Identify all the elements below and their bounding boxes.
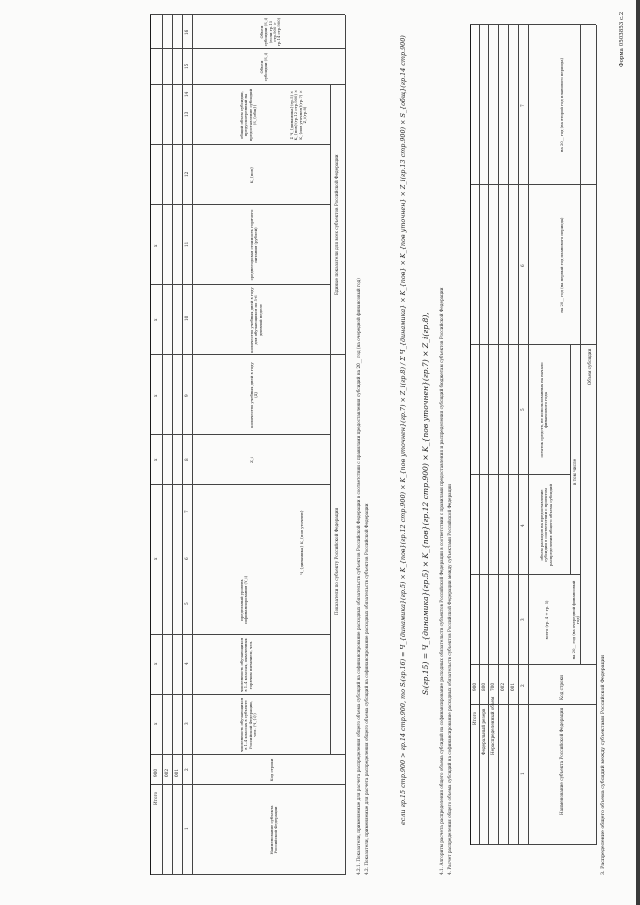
t1-header-incl: в том числе — [572, 458, 577, 485]
t1-header-year2: на 20__ год (на первый год планового периода) — [559, 217, 564, 313]
t2-header-region: Наименование субъекта Российской Федерации — [269, 805, 279, 855]
t1-header-volume: Объем субсидии — [587, 348, 592, 385]
section-42-title: 4.2. Показатели, применяемые для расчета распределения общего объема субсидий на софинансирование расходных обязательств субъектов Российской Федерации — [364, 503, 369, 875]
t2-col-7: K_{пов уточнен} — [299, 509, 304, 545]
t2-col-10: количество учебных дней в году для обучающихся по 5-6 дневной неделе — [249, 287, 263, 353]
t2-total-label: Итого — [153, 791, 158, 805]
t2-header-params-region: Показатели по субъекту Российской Федерации — [334, 507, 339, 615]
t1-col-num-1: 1 — [520, 772, 525, 775]
t1-row-code-900: 900 — [472, 683, 477, 691]
t1-row-code-800: 800 — [481, 683, 486, 691]
t1-row-label-reserve: Федеральный резерв — [481, 708, 486, 755]
section-41-title: 4.1. Алгоритм расчета распределения общего объема субсидий на софинансирование расходных обязательств субъектов Российской Федерации в соответствии с правилами предоставления и распределения субсидий бюджетам субъектов Российской Федерации — [439, 287, 444, 875]
t2-row-code-900: 900 — [153, 769, 158, 777]
t2-x-mark: x — [153, 722, 158, 725]
t1-header-year: на 20__ год (на очередной финансовый год) — [571, 580, 581, 660]
t2-col-12: K_{пов} — [249, 166, 254, 184]
t1-row-code-700: 700 — [490, 683, 495, 691]
t2-col-num-14: 14 — [184, 91, 189, 97]
t1-header-year3: на 20__ год (на второй год планового периода) — [559, 58, 564, 152]
t2-col-15: Объем субсидии (S_i) — [259, 52, 269, 82]
t2-x-mark: x — [153, 394, 158, 397]
t2-x-mark: x — [153, 662, 158, 665]
t2-col-num-13: 13 — [184, 111, 189, 117]
t2-x-mark: x — [153, 557, 158, 560]
t2-col-num-6: 6 — [184, 557, 189, 560]
t2-col-num-1: 1 — [184, 827, 189, 830]
t2-row-code-001: 001 — [174, 769, 179, 777]
t2-col-14: общий объем субсидии, предусмотренный на предоставление субсидий (S_{общ}) — [239, 88, 258, 142]
section-3-title: 3. Распределение общего объема субсидий между субъектами Российской Федерации — [601, 654, 606, 875]
form-number: Форма 0503853 с.2 — [619, 11, 625, 67]
t1-header-total: всего (гр. 4 + гр. 5) — [544, 600, 549, 640]
t2-col-num-15: 15 — [184, 63, 189, 69]
t2-col-6: предельный уровень софинансирования (Y_i) — [239, 575, 249, 625]
t2-col-num-7: 7 — [184, 510, 189, 513]
t2-col-3: численность обучающихся в 1–4 классах в субъекте Российской Федерации, чел. (Ч_{i}) — [239, 697, 258, 753]
t2-col-num-3: 3 — [184, 722, 189, 725]
t2-col-5: Ч_{динамика} — [299, 545, 304, 575]
t1-row-label-total: Итого — [472, 711, 477, 725]
formula-1: Sᵢ(гр.15) = Ч_{динамика}(гр.5) × K_{пов}(гр.12 стр.900) × K_{пов уточнен}(гр.7) × Z_i(гр.8), — [421, 312, 430, 695]
t1-row-code-002: 002 — [500, 683, 505, 691]
t2-col-num-10: 10 — [184, 315, 189, 321]
t1-col-num-3: 3 — [520, 618, 525, 621]
t2-col-16: Объем субсидии (S_i) (если гр.15 стр.900 > гр.14 стр.900) — [259, 17, 282, 47]
t1-row-label-unallocated: Нераспределенный объем — [490, 696, 495, 755]
t2-col-13: Σ Ч_{динамика}(гр.5) × K_{пов}(гр.12 стр.900) × K_{пов уточнен}(гр.7) × Z_i(гр.8) — [289, 89, 308, 141]
t1-col-num-2: 2 — [520, 684, 525, 687]
t2-col-9: количество учебных дней в году (Д) — [249, 362, 259, 428]
section-4-title: 4. Расчет распределения общего объема субсидий на софинансирование расходных обязательств субъектов Российской Федерации между субъектами Российской Федерации — [447, 484, 452, 875]
t2-x-mark: x — [153, 244, 158, 247]
t2-col-11: среднегодовая стоимость горячего питания (рублей) — [249, 209, 259, 281]
t2-header-code: Код строки — [269, 758, 274, 782]
t1-col-num-5: 5 — [520, 408, 525, 411]
t2-col-4: численность обучающихся в 1–4 классах, охваченных горячим питанием, чел. — [239, 637, 253, 693]
t1-col-num-7: 7 — [520, 104, 525, 107]
t2-x-mark: x — [153, 318, 158, 321]
t2-row-code-002: 002 — [164, 769, 169, 777]
t1-header-sub2: остаток средств, не использованных на начало финансового года — [539, 362, 549, 458]
t1-col-num-6: 6 — [520, 264, 525, 267]
t2-col-num-2: 2 — [184, 768, 189, 771]
t2-col-num-12: 12 — [184, 171, 189, 177]
t2-col-num-8: 8 — [184, 458, 189, 461]
t2-x-mark: x — [153, 458, 158, 461]
section-421-title: 4.2.1. Показатели, применяемые для расчета распределения общего объема субсидий на софинансирование расходных обязательств субъектов Российской Федерации в соответствии с правилами предоставления субсидий на 20__ год (на очередной финансовый год) — [356, 278, 361, 875]
t2-header-params-all: Единые показатели для всех субъектов Российской Федерации — [334, 154, 339, 295]
t2-col-num-9: 9 — [184, 394, 189, 397]
t2-col-num-16: 16 — [184, 29, 189, 35]
formula-2: если гр.15 стр.900 > гр.14 стр.900, то Sᵢ(гр.16) = Ч_{динамика}(гр.5) × K_{пов}(гр.12 стр.900) × K_{пов уточнен}(гр.7) × Z_i(гр.8) / Σ Ч_{динамика} × K_{пов} × K_{пов уточнен} × Z_i(гр.13 стр.900) × S_{общ}(гр.14 стр.900) — [399, 35, 407, 825]
t2-col-num-4: 4 — [184, 662, 189, 665]
t1-header-region: Наименование субъекта Российской Федерации — [559, 707, 564, 815]
t2-col-8: Z_i — [249, 457, 254, 463]
t1-col-num-4: 4 — [520, 524, 525, 527]
t1-row-code-001: 001 — [510, 683, 515, 691]
t1-header-code: Код строки — [559, 675, 564, 700]
t1-header-sub1: объем расходов на предоставление субсидии в соответствии с проектом распределения общего объема субсидий — [539, 483, 553, 567]
t2-col-num-11: 11 — [184, 241, 189, 247]
t2-col-num-5: 5 — [184, 602, 189, 605]
